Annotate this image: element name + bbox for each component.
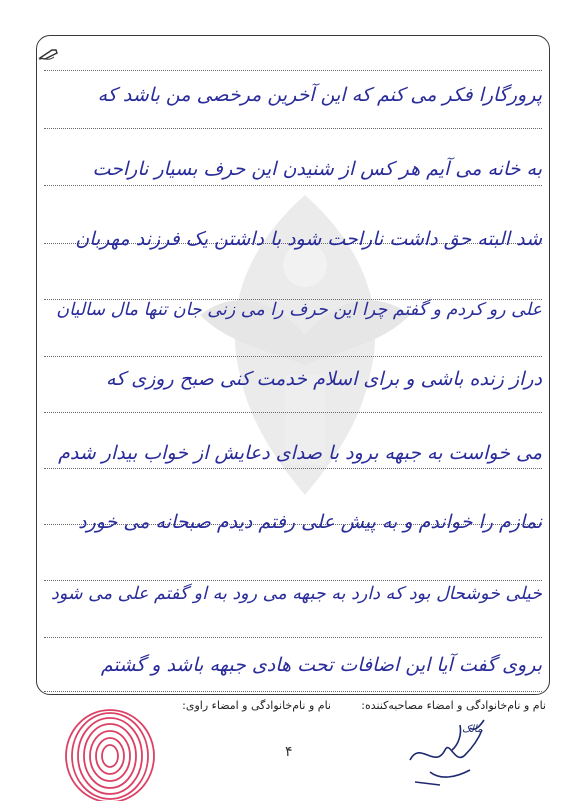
interviewer-signature-label: نام و نام‌خانوادگی و امضاء مصاحبه‌کننده: xyxy=(361,699,546,712)
page-number: ۴ xyxy=(285,744,293,760)
signature-text: مالک xyxy=(462,724,483,735)
ruled-line xyxy=(44,468,542,469)
ruled-line xyxy=(44,70,542,71)
handwritten-line: به خانه می آیم هر کس از شنیدن این حرف بسیار ناراحت xyxy=(92,158,542,180)
handwritten-line: بروی گفت آیا این اضافات تحت هادی جبهه باشد و گشتم xyxy=(100,654,542,676)
handwritten-line: دراز زنده باشی و برای اسلام خدمت کنی صبح روزی که xyxy=(105,368,542,390)
handwritten-line: خیلی خوشحال بود که دارد به جبهه می رود به او گفتم علی می شود xyxy=(51,584,542,604)
signature xyxy=(400,710,490,790)
handwritten-line: شد البته حق داشت ناراحت شود با داشتن یک فرزند مهربان xyxy=(75,228,542,250)
fingerprint xyxy=(60,706,160,801)
handwritten-line: نمازم را خواندم و به پیش علی رفتم دیدم صبحانه می خورد xyxy=(78,511,542,533)
ruled-line xyxy=(44,412,542,413)
ruled-line xyxy=(44,691,542,692)
ruled-line xyxy=(44,185,542,186)
ruled-line xyxy=(44,356,542,357)
narrator-signature-label: نام و نام‌خانوادگی و امضاء راوی: xyxy=(182,699,331,712)
handwritten-line: علی رو کردم و گفتم چرا این حرف را می زنی جان تنها مال سالیان xyxy=(56,300,542,320)
ruled-line xyxy=(44,637,542,638)
handwritten-line: پرورگارا فکر می کنم که این آخرین مرخصی من باشد که xyxy=(97,84,542,106)
handwritten-line: می خواست به جبهه برود با صدای دعایش از خواب بیدار شدم xyxy=(58,442,542,464)
ruled-line xyxy=(44,128,542,129)
pen-icon xyxy=(38,47,60,61)
